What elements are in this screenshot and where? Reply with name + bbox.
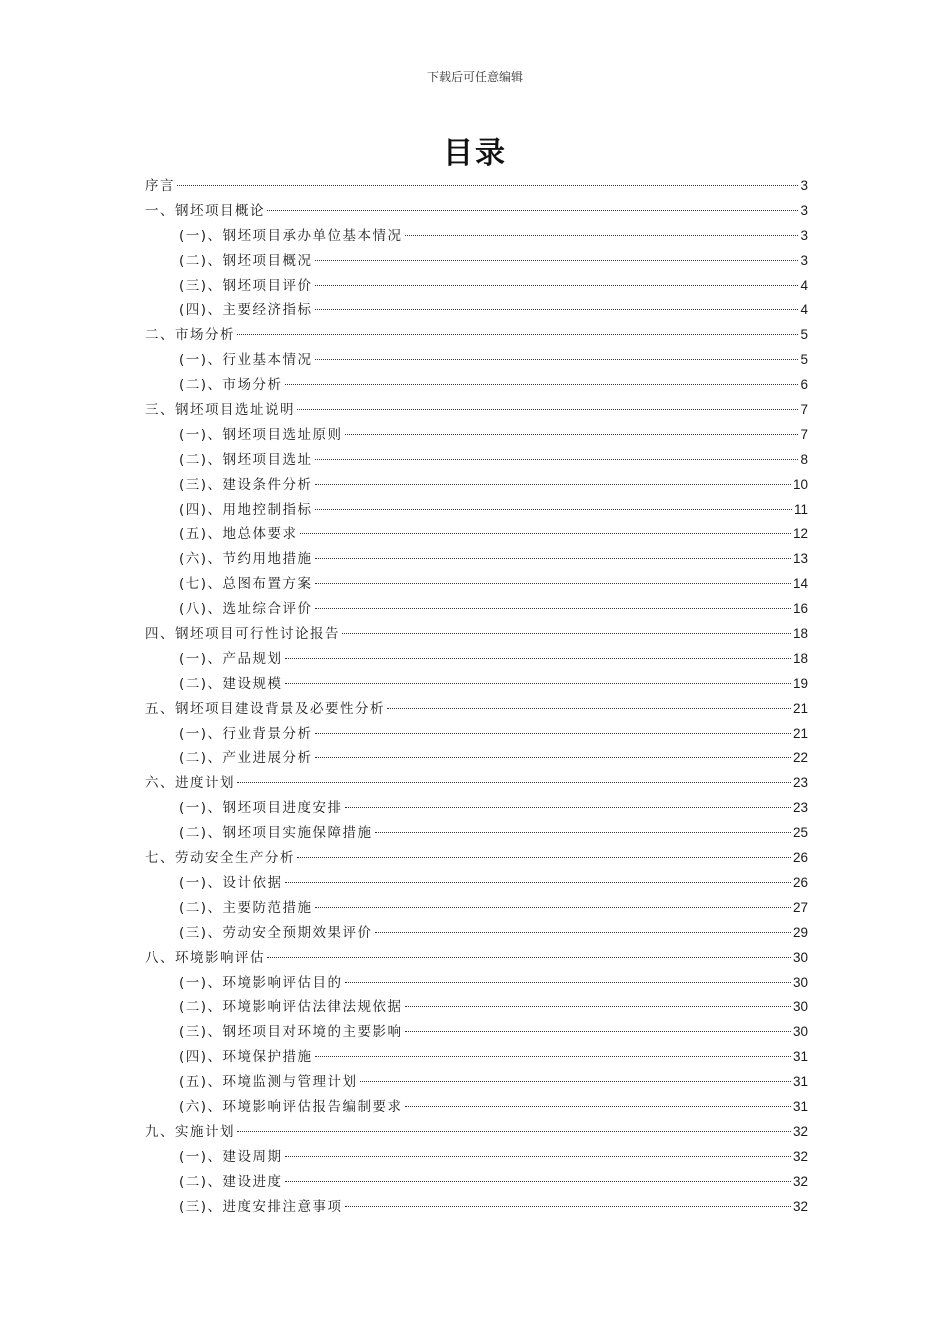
toc-entry-page: 22 — [792, 750, 808, 766]
toc-entry[interactable] — [145, 697, 808, 722]
toc-entry-label: (一)、环境影响评估目的 — [179, 974, 343, 991]
toc-entry[interactable] — [145, 473, 808, 498]
toc-entry-label: (二)、建设规模 — [179, 675, 283, 692]
toc-entry[interactable] — [145, 746, 808, 771]
toc-entry-page: 16 — [792, 601, 808, 617]
toc-entry[interactable] — [145, 946, 808, 971]
toc-dot-leader — [315, 459, 799, 460]
toc-dot-leader — [315, 260, 799, 261]
toc-entry-label: (五)、环境监测与管理计划 — [179, 1074, 358, 1091]
toc-entry[interactable] — [145, 672, 808, 697]
toc-entry[interactable] — [145, 1145, 808, 1170]
toc-entry-label: 四、钢坯项目可行性讨论报告 — [145, 626, 340, 643]
toc-entry-label: (一)、产品规划 — [179, 650, 283, 667]
toc-entry-label: (二)、市场分析 — [179, 377, 283, 394]
toc-entry-page: 30 — [792, 974, 808, 990]
toc-entry-label: 序言 — [145, 178, 175, 194]
toc-entry-label: (一)、行业背景分析 — [179, 725, 313, 742]
toc-dot-leader — [345, 434, 799, 435]
toc-entry-label: (二)、钢坯项目实施保障措施 — [179, 825, 373, 842]
toc-entry[interactable] — [145, 1120, 808, 1145]
toc-entry[interactable] — [145, 771, 808, 796]
toc-entry-page: 30 — [792, 949, 808, 965]
toc-dot-leader — [267, 957, 791, 958]
toc-entry-label: (二)、钢坯项目概况 — [179, 252, 313, 269]
toc-dot-leader — [237, 334, 798, 335]
toc-entry-page: 18 — [792, 626, 808, 642]
toc-dot-leader — [297, 857, 791, 858]
toc-entry-page: 26 — [792, 874, 808, 890]
toc-dot-leader — [405, 1031, 791, 1032]
toc-entry[interactable] — [145, 498, 808, 523]
toc-entry-page: 3 — [800, 178, 808, 193]
toc-entry-page: 31 — [792, 1098, 808, 1114]
toc-dot-leader — [285, 1156, 791, 1157]
toc-dot-leader — [177, 185, 798, 186]
toc-entry-label: (六)、环境影响评估报告编制要求 — [179, 1098, 403, 1115]
table-of-contents — [145, 174, 808, 1219]
toc-dot-leader — [315, 583, 791, 584]
toc-entry-label: (一)、建设周期 — [179, 1148, 283, 1165]
toc-dot-leader — [285, 1181, 791, 1182]
toc-entry-page: 32 — [792, 1123, 808, 1139]
toc-dot-leader — [375, 932, 791, 933]
toc-entry-page: 6 — [800, 377, 808, 393]
toc-dot-leader — [315, 558, 791, 559]
toc-dot-leader — [285, 882, 791, 883]
toc-entry-page: 32 — [792, 1148, 808, 1164]
toc-entry-label: (二)、主要防范措施 — [179, 899, 313, 916]
toc-entry-label: (六)、节约用地措施 — [179, 551, 313, 568]
toc-entry-page: 32 — [792, 1198, 808, 1214]
toc-dot-leader — [237, 1131, 791, 1132]
toc-entry-label: (一)、行业基本情况 — [179, 352, 313, 369]
toc-dot-leader — [345, 807, 791, 808]
toc-dot-leader — [405, 1106, 791, 1107]
toc-entry-label: (二)、产业进展分析 — [179, 750, 313, 767]
toc-entry-page: 4 — [800, 302, 808, 318]
toc-dot-leader — [267, 210, 798, 211]
toc-entry-page: 32 — [792, 1173, 808, 1189]
toc-dot-leader — [285, 658, 791, 659]
toc-entry-page: 8 — [800, 451, 808, 467]
toc-entry[interactable] — [145, 1170, 808, 1195]
toc-dot-leader — [345, 1206, 791, 1207]
toc-entry-page: 26 — [792, 850, 808, 866]
toc-entry[interactable] — [145, 249, 808, 274]
toc-entry-label: (二)、钢坯项目选址 — [179, 451, 313, 468]
toc-entry-page: 3 — [800, 252, 808, 268]
toc-dot-leader — [315, 484, 791, 485]
toc-entry-page: 5 — [800, 327, 808, 343]
toc-entry[interactable] — [145, 398, 808, 423]
toc-dot-leader — [285, 384, 799, 385]
toc-entry-label: (一)、设计依据 — [179, 874, 283, 891]
toc-dot-leader — [345, 982, 791, 983]
toc-dot-leader — [315, 285, 799, 286]
toc-entry-page: 30 — [792, 1024, 808, 1040]
toc-entry-label: (三)、劳动安全预期效果评价 — [179, 924, 373, 941]
toc-entry[interactable] — [145, 622, 808, 647]
toc-entry-label: (四)、环境保护措施 — [179, 1049, 313, 1066]
toc-entry-page: 30 — [792, 999, 808, 1015]
toc-entry[interactable] — [145, 921, 808, 946]
toc-entry-label: 三、钢坯项目选址说明 — [145, 402, 295, 419]
toc-dot-leader — [387, 708, 791, 709]
toc-entry-page: 10 — [792, 476, 808, 492]
toc-entry-label: 一、钢坯项目概论 — [145, 202, 265, 219]
toc-entry[interactable] — [145, 1195, 808, 1220]
toc-entry-page: 31 — [792, 1074, 808, 1090]
toc-entry-label: (七)、总图布置方案 — [179, 576, 313, 593]
toc-entry[interactable] — [145, 224, 808, 249]
toc-entry-page: 27 — [792, 899, 808, 915]
toc-entry-label: (一)、钢坯项目选址原则 — [179, 426, 343, 443]
toc-entry-page: 5 — [800, 352, 808, 368]
toc-dot-leader — [297, 409, 798, 410]
toc-dot-leader — [360, 1081, 791, 1082]
toc-entry[interactable] — [145, 995, 808, 1020]
toc-entry[interactable] — [145, 174, 808, 199]
toc-entry[interactable] — [145, 796, 808, 821]
toc-entry[interactable] — [145, 298, 808, 323]
toc-entry-label: 七、劳动安全生产分析 — [145, 850, 295, 867]
toc-entry-label: (三)、钢坯项目评价 — [179, 277, 313, 294]
toc-entry[interactable] — [145, 896, 808, 921]
toc-entry-label: (二)、建设进度 — [179, 1173, 283, 1190]
toc-entry[interactable] — [145, 647, 808, 672]
toc-entry[interactable] — [145, 1095, 808, 1120]
toc-dot-leader — [315, 1056, 791, 1057]
toc-entry-label: 八、环境影响评估 — [145, 949, 265, 966]
toc-entry-page: 3 — [800, 227, 808, 243]
toc-dot-leader — [300, 533, 791, 534]
toc-entry-label: (五)、地总体要求 — [179, 526, 298, 543]
toc-entry[interactable] — [145, 373, 808, 398]
toc-entry-label: 二、市场分析 — [145, 327, 235, 344]
toc-dot-leader — [315, 733, 791, 734]
toc-entry-label: (一)、钢坯项目承办单位基本情况 — [179, 227, 403, 244]
toc-entry-page: 21 — [792, 700, 808, 716]
toc-dot-leader — [405, 235, 799, 236]
toc-dot-leader — [315, 309, 799, 310]
toc-dot-leader — [315, 757, 791, 758]
toc-entry[interactable] — [145, 722, 808, 747]
toc-entry-page: 7 — [800, 426, 808, 442]
toc-entry[interactable] — [145, 1070, 808, 1095]
toc-entry-label: (八)、选址综合评价 — [179, 601, 313, 618]
toc-entry-label: 六、进度计划 — [145, 775, 235, 792]
toc-entry-page: 23 — [792, 800, 808, 816]
toc-dot-leader — [315, 359, 799, 360]
toc-entry[interactable] — [145, 572, 808, 597]
toc-entry-label: (四)、用地控制指标 — [179, 501, 313, 518]
toc-entry-label: (四)、主要经济指标 — [179, 302, 313, 319]
toc-entry-label: (三)、建设条件分析 — [179, 476, 313, 493]
toc-dot-leader — [237, 782, 791, 783]
toc-dot-leader — [315, 608, 791, 609]
toc-entry[interactable] — [145, 199, 808, 224]
toc-entry-page: 7 — [800, 402, 808, 418]
toc-entry-page: 19 — [792, 675, 808, 691]
toc-dot-leader — [342, 633, 791, 634]
toc-entry-page: 14 — [792, 576, 808, 592]
toc-entry[interactable] — [145, 522, 808, 547]
toc-entry-label: 九、实施计划 — [145, 1123, 235, 1140]
toc-entry[interactable] — [145, 846, 808, 871]
toc-dot-leader — [315, 907, 791, 908]
toc-dot-leader — [315, 509, 792, 510]
toc-entry-label: (二)、环境影响评估法律法规依据 — [179, 999, 403, 1016]
toc-entry-label: 五、钢坯项目建设背景及必要性分析 — [145, 700, 385, 717]
toc-entry-page: 4 — [800, 277, 808, 293]
toc-entry-page: 13 — [792, 551, 808, 567]
toc-entry-label: (三)、钢坯项目对环境的主要影响 — [179, 1024, 403, 1041]
toc-entry[interactable] — [145, 323, 808, 348]
header-note: 下载后可任意编辑 — [426, 70, 523, 84]
toc-entry[interactable] — [145, 348, 808, 373]
toc-entry-page: 11 — [793, 501, 808, 517]
toc-entry[interactable] — [145, 597, 808, 622]
toc-entry-page: 12 — [792, 526, 808, 542]
toc-entry[interactable] — [145, 423, 808, 448]
toc-entry[interactable] — [145, 448, 808, 473]
toc-entry[interactable] — [145, 1020, 808, 1045]
toc-dot-leader — [285, 683, 791, 684]
toc-entry-page: 25 — [792, 825, 808, 841]
toc-entry-label: (三)、进度安排注意事项 — [179, 1198, 343, 1215]
toc-entry-page: 21 — [792, 725, 808, 741]
toc-entry[interactable] — [145, 274, 808, 299]
toc-entry-page: 18 — [792, 650, 808, 666]
toc-entry-page: 29 — [792, 924, 808, 940]
toc-entry-page: 23 — [792, 775, 808, 791]
toc-dot-leader — [375, 832, 791, 833]
toc-dot-leader — [405, 1006, 791, 1007]
toc-entry-label: (一)、钢坯项目进度安排 — [179, 800, 343, 817]
toc-entry[interactable] — [145, 547, 808, 572]
toc-entry[interactable] — [145, 1045, 808, 1070]
toc-title: 目录 — [443, 136, 507, 171]
toc-entry-page: 31 — [792, 1049, 808, 1065]
toc-entry[interactable] — [145, 821, 808, 846]
toc-entry[interactable] — [145, 971, 808, 996]
toc-entry[interactable] — [145, 871, 808, 896]
toc-entry-page: 3 — [800, 202, 808, 218]
